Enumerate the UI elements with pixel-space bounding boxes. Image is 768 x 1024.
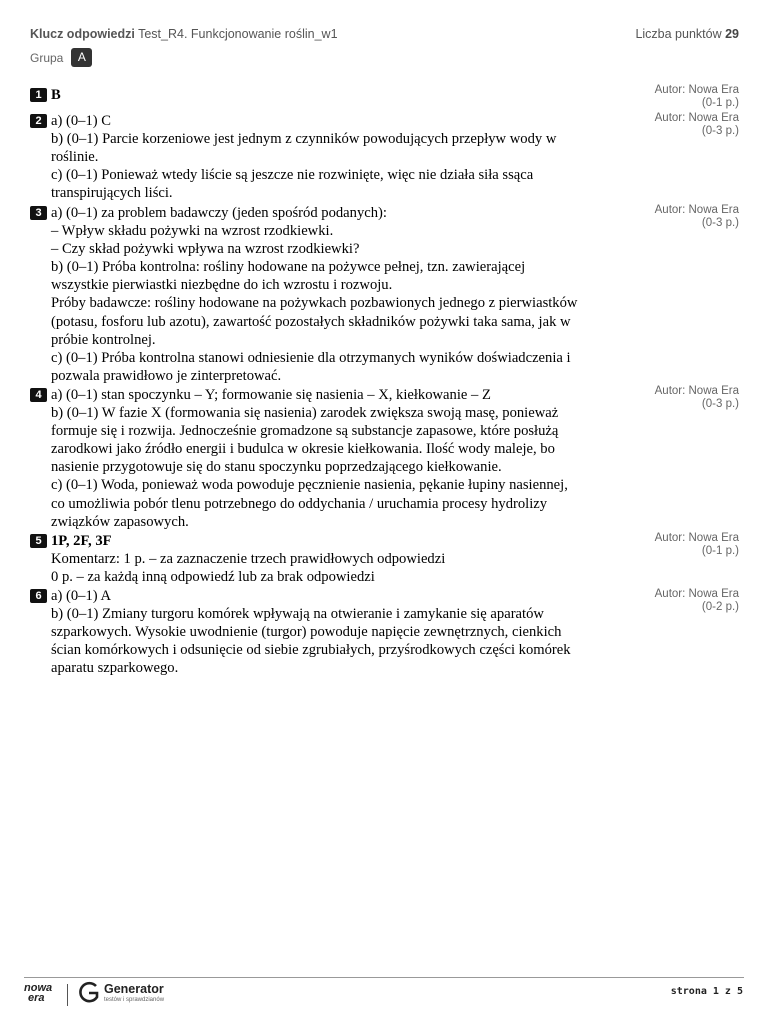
question-number: 4 [30, 388, 47, 402]
answer-line: a) (0–1) za problem badawczy (jeden spośród podanych): [51, 205, 387, 221]
answer-line: 0 p. – za każdą inną odpowiedź lub za brak odpowiedzi [51, 569, 375, 586]
answer-line: formuje się i rozwija. Jednocześnie gromadzone są substancje zapasowe, które posłużą [51, 423, 559, 440]
answer-line: Próby badawcze: rośliny hodowane na pożywkach pozbawionych jednego z pierwiastków [51, 295, 578, 312]
answer-line: 1P, 2F, 3F [51, 533, 112, 549]
author-label: Autor: Nowa Era [654, 588, 739, 600]
points-label: Liczba punktów [635, 27, 722, 41]
answer-item-5 [30, 532, 640, 586]
answer-line: związków zapasowych. [51, 513, 189, 530]
answer-item-3 [30, 204, 640, 385]
answer-line: c) (0–1) Próba kontrolna stanowi odniesienie dla otrzymanych wyników doświadczenia i [51, 349, 571, 366]
answer-line: c) (0–1) Woda, ponieważ woda powoduje pęcznienie nasienia, pękanie łupiny nasiennej, [51, 477, 568, 494]
footer-divider [24, 977, 744, 978]
question-number: 5 [30, 534, 47, 548]
group-indicator [30, 48, 92, 67]
points-range: (0-3 p.) [701, 124, 739, 137]
author-info [655, 112, 739, 137]
answer-line: nasienie przygotowuje się do stanu spoczynku poprzedzającego kiełkowanie. [51, 459, 502, 476]
answer-line: wszystkie pierwiastki niezbędne do ich wzrostu i rozwoju. [51, 277, 393, 294]
answer-item-1 [30, 86, 640, 104]
points-range: (0-1 p.) [701, 544, 739, 557]
nowa-era-logo [24, 983, 60, 1009]
answer-line: Komentarz: 1 p. – za zaznaczenie trzech prawidłowych odpowiedzi [51, 551, 446, 568]
title-rest: Test_R4. Funkcjonowanie roślin_w1 [138, 27, 338, 41]
answer-line: ścian komórkowych i odsunięcie od siebie zgrubiałych, przyśrodkowych części komórek [51, 642, 571, 659]
answer-line: a) (0–1) A [51, 588, 111, 604]
author-label: Autor: Nowa Era [654, 204, 739, 216]
answer-item-4 [30, 386, 640, 531]
title-bold: Klucz odpowiedzi [30, 27, 135, 41]
author-info [655, 385, 739, 410]
answer-line: b) (0–1) Zmiany turgoru komórek wpływają na otwieranie i zamykanie się aparatów [51, 606, 544, 623]
question-number: 3 [30, 206, 47, 220]
question-number: 6 [30, 589, 47, 603]
author-info [655, 532, 739, 557]
answer-line: próbie kontrolnej. [51, 331, 156, 348]
author-info [655, 588, 739, 613]
logo-text-line1: nowa [24, 982, 53, 994]
answer-line: szparkowych. Wysokie uwodnienie (turgor) powoduje napięcie zewnętrznych, cienkich [51, 624, 562, 641]
author-info [655, 204, 739, 229]
author-label: Autor: Nowa Era [654, 84, 739, 96]
logo-divider [67, 984, 68, 1006]
author-info [655, 84, 739, 109]
answer-text [51, 204, 640, 385]
logo-text-line2: era [28, 992, 45, 1004]
author-label: Autor: Nowa Era [654, 385, 739, 397]
points-total [635, 27, 739, 41]
group-badge: A [71, 48, 92, 67]
answer-item-6 [30, 587, 640, 677]
answer-text [51, 532, 640, 586]
author-label: Autor: Nowa Era [654, 112, 739, 124]
points-range: (0-2 p.) [701, 600, 739, 613]
question-number: 2 [30, 114, 47, 128]
answer-line: – Wpływ składu pożywki na wzrost rzodkiewki. [51, 223, 334, 240]
author-label: Autor: Nowa Era [654, 532, 739, 544]
document-title [30, 27, 338, 41]
group-label: Grupa [30, 50, 64, 65]
page-number: strona 1 z 5 [670, 986, 743, 997]
generator-logo [78, 981, 164, 1005]
generator-title: Generator [104, 981, 164, 996]
answer-item-2 [30, 112, 640, 202]
points-value: 29 [725, 27, 739, 41]
answer-text [51, 386, 640, 531]
answer-line: b) (0–1) W fazie X (formowania się nasienia) zarodek zwiększa swoją masę, ponieważ [51, 405, 559, 422]
points-range: (0-3 p.) [701, 216, 739, 229]
generator-g-icon [78, 981, 100, 1005]
answer-line: – Czy skład pożywki wpływa na wzrost rzodkiewki? [51, 241, 360, 258]
answer-line: zarodkowi jako źródło energii i budulca w okresie kiełkowania. Ilość wody maleje, bo [51, 441, 555, 458]
answer-line: c) (0–1) Ponieważ wtedy liście są jeszcze nie rozwinięte, więc nie działa siła ssąca [51, 167, 534, 184]
points-range: (0-3 p.) [701, 397, 739, 410]
question-number: 1 [30, 88, 47, 102]
points-range: (0-1 p.) [701, 96, 739, 109]
answer-line: b) (0–1) Parcie korzeniowe jest jednym z czynników powodujących przepływ wody w [51, 131, 557, 148]
answer-line: b) (0–1) Próba kontrolna: rośliny hodowane na pożywce pełnej, tzn. zawierającej [51, 259, 526, 276]
answer-line: roślinie. [51, 149, 99, 166]
answer-line: transpirujących liści. [51, 185, 173, 202]
answer-line: (potasu, fosforu lub azotu), zawartość pozostałych składników pożywki taka sama, jak w [51, 313, 571, 330]
answer-line: a) (0–1) stan spoczynku – Y; formowanie się nasienia – X, kiełkowanie – Z [51, 387, 491, 403]
answer-line: pozwala prawidłowo je zinterpretować. [51, 367, 282, 384]
answer-line: co umożliwia pobór tlenu potrzebnego do oddychania / uruchamia procesy hydrolizy [51, 495, 548, 512]
answer-line: B [51, 87, 61, 103]
answer-text [51, 587, 640, 677]
answer-text [51, 112, 640, 202]
answer-text [51, 86, 640, 104]
answer-line: a) (0–1) C [51, 113, 111, 129]
answer-line: aparatu szparkowego. [51, 660, 179, 677]
generator-subtitle: testów i sprawdzianów [104, 996, 165, 1003]
